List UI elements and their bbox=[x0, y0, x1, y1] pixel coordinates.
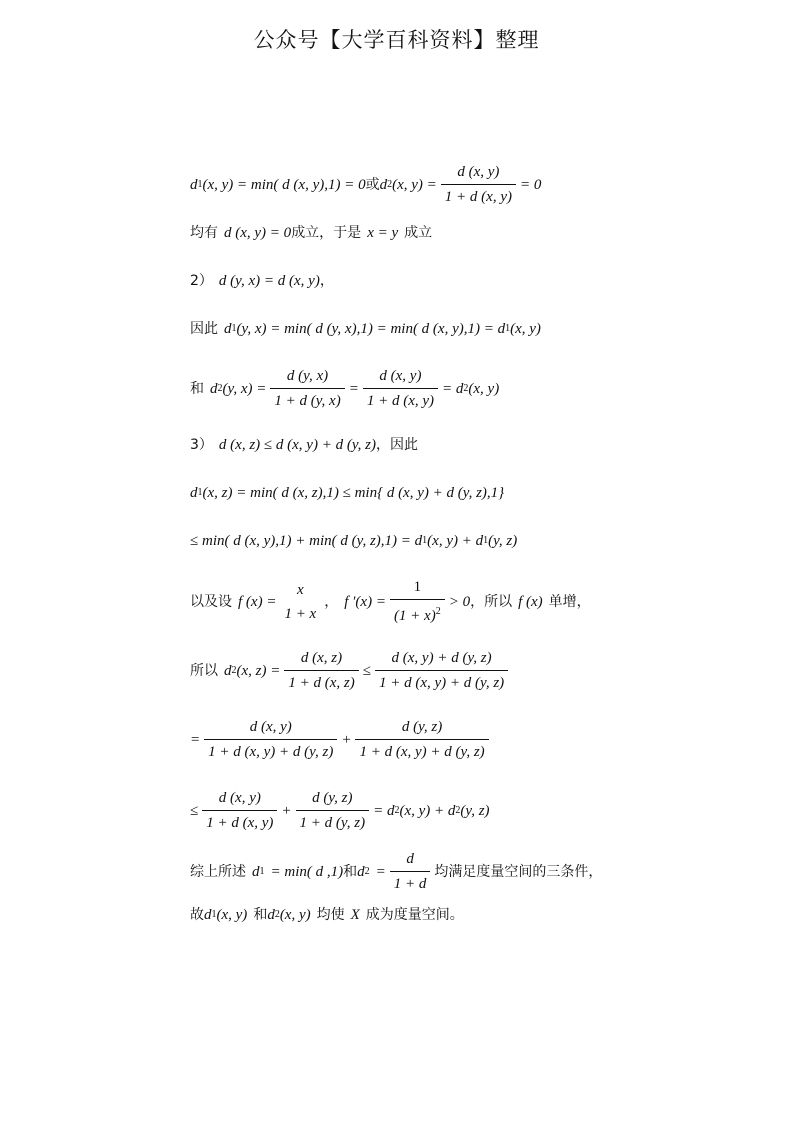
math: (x, y) bbox=[510, 321, 541, 337]
math: ≤ bbox=[362, 662, 371, 679]
equation-line-1 bbox=[190, 163, 541, 206]
numerator: d (x, y) bbox=[457, 164, 500, 180]
math: = 0 bbox=[519, 176, 542, 193]
text: 均满足度量空间的三条件， bbox=[434, 863, 603, 880]
text: 故 bbox=[190, 907, 204, 923]
fraction bbox=[296, 789, 370, 832]
denominator: 1 + d (x, y) bbox=[363, 388, 438, 410]
subscript: 1 bbox=[211, 909, 217, 920]
text: ，所以 bbox=[470, 593, 513, 610]
text: 或 bbox=[365, 176, 380, 193]
fraction bbox=[202, 789, 277, 832]
denominator: 1 + d (y, x) bbox=[270, 388, 344, 410]
text: 2） bbox=[190, 273, 213, 289]
math: = d bbox=[373, 802, 395, 819]
subscript: 2 bbox=[231, 664, 237, 676]
math: (x, y) = min( d (x, y),1) = 0 bbox=[202, 176, 366, 193]
math: d bbox=[252, 863, 260, 880]
text: 和 bbox=[253, 907, 268, 923]
text: 均有 bbox=[190, 225, 218, 241]
text: ，因此 bbox=[375, 437, 418, 453]
text: 所以 bbox=[190, 662, 218, 679]
equation-line-6 bbox=[190, 436, 418, 454]
fraction bbox=[390, 578, 445, 625]
math: f ′(x) = bbox=[344, 593, 386, 610]
math: d bbox=[190, 176, 198, 193]
fraction bbox=[375, 649, 508, 692]
equation-line-9 bbox=[190, 578, 591, 625]
fraction bbox=[441, 163, 516, 206]
math: d (x, y) = 0 bbox=[224, 225, 292, 241]
text: 因此 bbox=[190, 321, 218, 337]
math: (x, y) = bbox=[392, 176, 437, 193]
math: d bbox=[379, 176, 388, 193]
subscript: 1 bbox=[197, 487, 203, 498]
equation-line-11 bbox=[190, 718, 493, 761]
equation-line-14 bbox=[190, 906, 464, 924]
numerator: d (x, y) bbox=[379, 368, 422, 384]
math: (x, z) = min( d (x, z),1) ≤ min{ d (x, y) + d (y, z),1} bbox=[202, 485, 505, 501]
subscript: 2 bbox=[387, 178, 393, 190]
text: 单增， bbox=[548, 593, 591, 610]
subscript: 1 bbox=[197, 178, 203, 190]
denominator: 1 + d (x, z) bbox=[284, 670, 358, 692]
fraction bbox=[363, 367, 438, 410]
subscript: 1 bbox=[259, 865, 265, 877]
numerator: d bbox=[406, 851, 414, 867]
fraction bbox=[390, 850, 431, 893]
equation-line-8 bbox=[190, 532, 517, 550]
text: 3） bbox=[190, 437, 213, 453]
math: d bbox=[210, 380, 218, 397]
numerator: d (x, y) + d (y, z) bbox=[391, 650, 492, 666]
text: 和 bbox=[190, 380, 204, 397]
equation-line-7 bbox=[190, 484, 504, 502]
numerator: d (x, y) bbox=[249, 719, 292, 735]
denominator: 1 + d (y, z) bbox=[296, 810, 370, 832]
subscript: 2 bbox=[394, 804, 400, 816]
math: (y, x) = bbox=[222, 380, 267, 397]
subscript: 2 bbox=[463, 382, 469, 394]
text: ， bbox=[324, 593, 339, 610]
math: = bbox=[190, 731, 201, 748]
math: d (y, x) = d (x, y) bbox=[218, 273, 320, 289]
fraction bbox=[204, 718, 337, 761]
text: 成立，于是 bbox=[291, 225, 362, 241]
text: 成立 bbox=[404, 225, 433, 241]
math: d bbox=[267, 907, 275, 923]
text: 均使 bbox=[316, 907, 345, 923]
math: (x, y) + d bbox=[427, 533, 484, 549]
math: (x, y) bbox=[216, 907, 248, 923]
subscript: 2 bbox=[455, 804, 461, 816]
math: d bbox=[204, 907, 212, 923]
math: x = y bbox=[367, 225, 399, 241]
subscript: 2 bbox=[217, 382, 223, 394]
math: = min( d ,1) bbox=[270, 863, 344, 880]
math: d (x, z) ≤ d (x, y) + d (y, z) bbox=[218, 437, 376, 453]
denominator-base: (1 + x) bbox=[393, 608, 436, 624]
math: (x, y) + d bbox=[399, 802, 456, 819]
numerator: d (x, y) bbox=[218, 790, 261, 806]
math: X bbox=[350, 907, 360, 923]
math: (y, z) bbox=[460, 802, 490, 819]
subscript: 2 bbox=[364, 865, 370, 877]
numerator: d (y, x) bbox=[286, 368, 329, 384]
math: > 0 bbox=[448, 593, 471, 610]
math: (x, y) bbox=[279, 907, 311, 923]
equation-line-13 bbox=[190, 850, 602, 893]
math: ≤ bbox=[190, 802, 199, 819]
math: (x, z) = bbox=[236, 662, 281, 679]
denominator: 1 + d (x, y) + d (y, z) bbox=[355, 739, 488, 761]
math: d bbox=[190, 485, 198, 501]
equation-line-5 bbox=[190, 367, 499, 410]
math: d bbox=[357, 863, 365, 880]
denominator: 1 + x bbox=[284, 605, 317, 622]
numerator: d (y, z) bbox=[312, 790, 353, 806]
text: 以及设 bbox=[190, 593, 232, 610]
denominator: 1 + d (x, y) + d (y, z) bbox=[375, 670, 508, 692]
math: f (x) bbox=[518, 593, 543, 610]
equation-line-12 bbox=[190, 789, 490, 832]
math: ≤ min( d (x, y),1) + min( d (y, z),1) = d bbox=[190, 533, 423, 549]
numerator: d (y, z) bbox=[401, 719, 443, 735]
math: + bbox=[281, 802, 292, 819]
denominator: 1 + d (x, y) bbox=[202, 810, 277, 832]
subscript: 1 bbox=[505, 323, 511, 334]
numerator: x bbox=[296, 581, 304, 598]
math: (y, x) = min( d (y, x),1) = min( d (x, y),1) = d bbox=[236, 321, 506, 337]
text: ， bbox=[319, 273, 334, 289]
fraction bbox=[355, 718, 488, 761]
subscript: 1 bbox=[422, 535, 428, 546]
subscript: 1 bbox=[483, 535, 489, 546]
denominator bbox=[390, 599, 445, 625]
text: 成为度量空间。 bbox=[365, 907, 464, 923]
text: 和 bbox=[343, 863, 358, 880]
math: = bbox=[348, 380, 359, 397]
text: 综上所述 bbox=[190, 863, 246, 880]
fraction bbox=[280, 581, 320, 623]
numerator: 1 bbox=[413, 579, 422, 595]
math: f (x) = bbox=[238, 593, 277, 610]
subscript: 1 bbox=[231, 323, 237, 334]
math: + bbox=[341, 731, 352, 748]
math: = bbox=[375, 863, 386, 880]
denominator: 1 + d (x, y) bbox=[441, 184, 516, 206]
denominator: 1 + d bbox=[390, 871, 431, 893]
equation-line-4 bbox=[190, 320, 541, 338]
equation-line-3 bbox=[190, 272, 334, 290]
subscript: 2 bbox=[274, 909, 280, 920]
math: (y, z) bbox=[488, 533, 518, 549]
page-header: 公众号【大学百科资料】整理 bbox=[253, 28, 540, 52]
equation-line-10 bbox=[190, 649, 512, 692]
superscript: 2 bbox=[435, 606, 441, 617]
math: = d bbox=[442, 380, 464, 397]
fraction bbox=[270, 367, 344, 410]
math: d bbox=[224, 321, 232, 337]
numerator: d (x, z) bbox=[300, 650, 343, 666]
equation-line-2 bbox=[190, 224, 432, 242]
denominator: 1 + d (x, y) + d (y, z) bbox=[204, 739, 337, 761]
math: (x, y) bbox=[468, 380, 500, 397]
fraction bbox=[284, 649, 358, 692]
math: d bbox=[224, 662, 232, 679]
